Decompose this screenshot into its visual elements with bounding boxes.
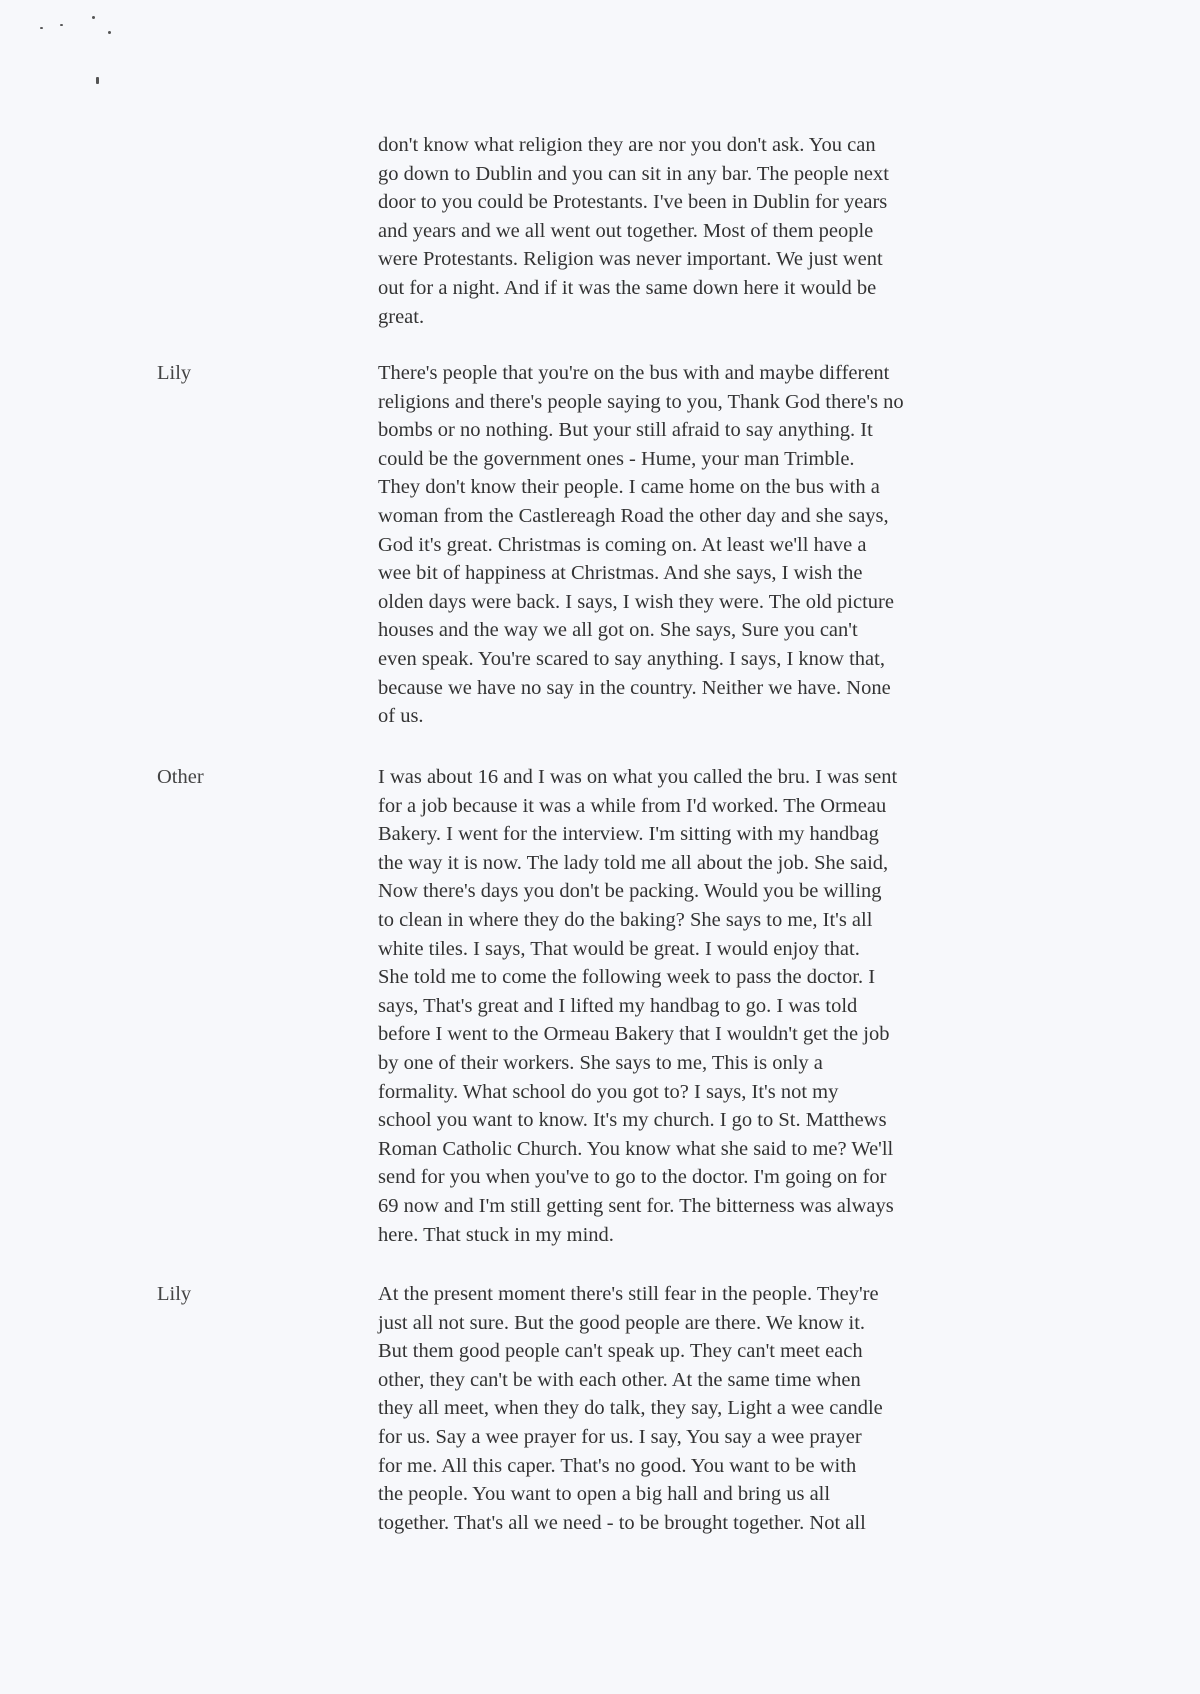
text-line: of us. [378, 705, 424, 728]
text-line: to clean in where they do the baking? She says to me, It's all [378, 908, 873, 931]
scan-speck [96, 77, 99, 84]
text-line: for a job because it was a while from I'd worked. The Ormeau [378, 794, 887, 817]
text-line: out for a night. And if it was the same down here it would be [378, 276, 877, 299]
paragraph-lily-2 [378, 1280, 1008, 1537]
text-line: could be the government ones - Hume, your man Trimble. [378, 447, 855, 470]
text-line: She told me to come the following week to pass the doctor. I [378, 966, 876, 989]
text-line: other, they can't be with each other. At the same time when [378, 1368, 861, 1391]
scan-speck [60, 24, 63, 26]
text-line: were Protestants. Religion was never important. We just went [378, 248, 883, 271]
text-line: just all not sure. But the good people are there. We know it. [378, 1311, 866, 1334]
text-line: They don't know their people. I came home on the bus with a [378, 476, 880, 499]
text-line: and years and we all went out together. Most of them people [378, 219, 874, 242]
text-line: before I went to the Ormeau Bakery that I wouldn't get the job [378, 1023, 890, 1046]
speaker-label: Lily [157, 1283, 192, 1305]
text-line: door to you could be Protestants. I've been in Dublin for years [378, 191, 888, 214]
text-line: for me. All this caper. That's no good. You want to be with [378, 1454, 857, 1477]
text-line: send for you when you've to go to the doctor. I'm going on for [378, 1166, 887, 1189]
text-line: white tiles. I says, That would be great. I would enjoy that. [378, 937, 860, 960]
text-line: school you want to know. It's my church. I go to St. Matthews [378, 1109, 887, 1132]
text-line: by one of their workers. She says to me, This is only a [378, 1051, 823, 1074]
text-line: they all meet, when they do talk, they say, Light a wee candle [378, 1397, 883, 1420]
text-line: the way it is now. The lady told me all about the job. She said, [378, 851, 889, 874]
text-line: wee bit of happiness at Christmas. And she says, I wish the [378, 562, 863, 585]
scan-speck [40, 27, 43, 29]
text-line: But them good people can't speak up. They can't meet each [378, 1340, 863, 1363]
text-line: olden days were back. I says, I wish they were. The old picture [378, 590, 894, 613]
text-line: formality. What school do you got to? I says, It's not my [378, 1080, 839, 1103]
text-line: together. That's all we need - to be brought together. Not all [378, 1511, 866, 1534]
paragraph-continuation [378, 131, 1008, 331]
text-line: the people. You want to open a big hall and bring us all [378, 1483, 831, 1506]
text-line: go down to Dublin and you can sit in any bar. The people next [378, 162, 889, 185]
text-line: At the present moment there's still fear in the people. They're [378, 1283, 879, 1305]
text-line: I was about 16 and I was on what you called the bru. I was sent [378, 766, 898, 788]
text-line: even speak. You're scared to say anything. I says, I know that, [378, 647, 885, 670]
paragraph-other [378, 763, 1008, 1249]
text-line: says, That's great and I lifted my handbag to go. I was told [378, 994, 858, 1017]
text-line: bombs or no nothing. But your still afraid to say anything. It [378, 419, 873, 442]
speaker-label: Lily [157, 362, 192, 384]
text-line: Bakery. I went for the interview. I'm sitting with my handbag [378, 823, 879, 846]
text-line: for us. Say a wee prayer for us. I say, You say a wee prayer [378, 1425, 862, 1448]
text-line: don't know what religion they are nor you don't ask. You can [378, 134, 876, 156]
text-line: Now there's days you don't be packing. Would you be willing [378, 880, 882, 903]
scan-speck [92, 16, 95, 19]
text-line: because we have no say in the country. Neither we have. None [378, 676, 891, 699]
text-line: here. That stuck in my mind. [378, 1223, 614, 1246]
text-line: There's people that you're on the bus with and maybe different [378, 362, 890, 384]
scan-speck [108, 31, 111, 34]
speaker-label: Other [157, 766, 204, 788]
text-line: Roman Catholic Church. You know what she said to me? We'll [378, 1137, 894, 1160]
text-line: great. [378, 305, 425, 328]
text-line: religions and there's people saying to you, Thank God there's no [378, 390, 904, 413]
paragraph-lily-1 [378, 359, 1008, 731]
text-line: houses and the way we all got on. She says, Sure you can't [378, 619, 858, 642]
text-line: God it's great. Christmas is coming on. At least we'll have a [378, 533, 867, 556]
text-line: 69 now and I'm still getting sent for. The bitterness was always [378, 1194, 894, 1217]
text-line: woman from the Castlereagh Road the other day and she says, [378, 504, 889, 527]
